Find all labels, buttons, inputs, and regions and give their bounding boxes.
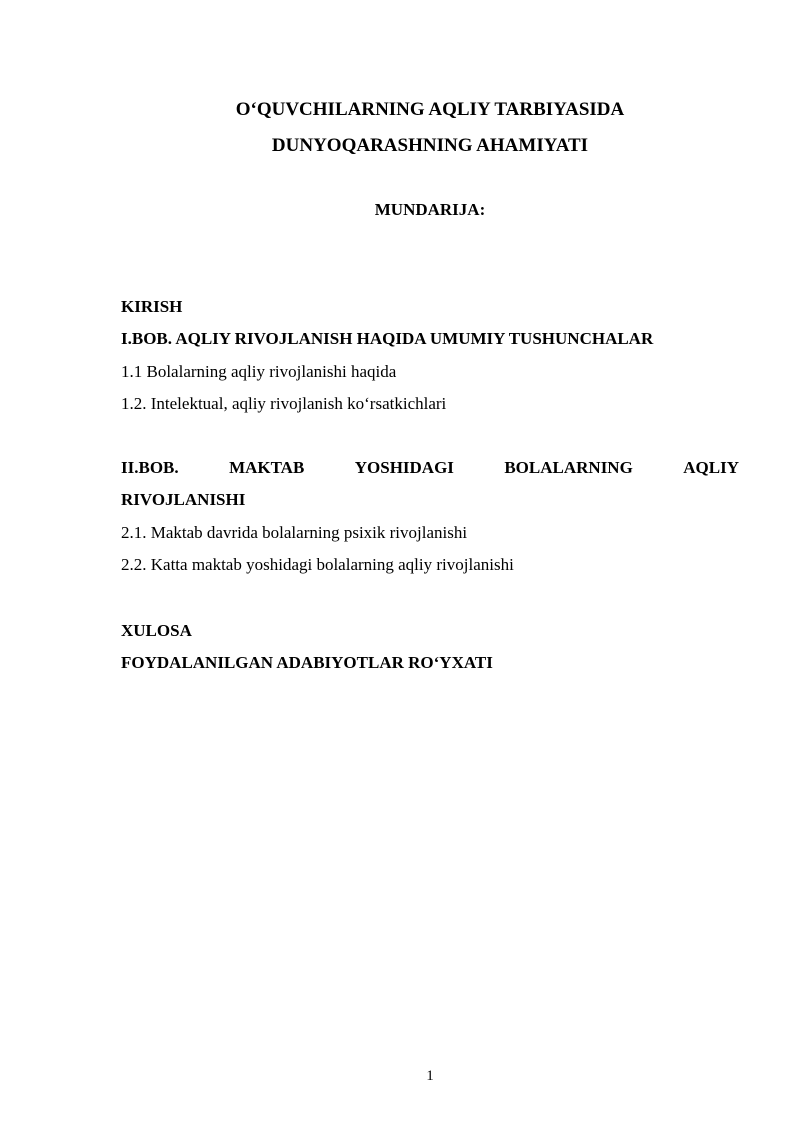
toc-references: FOYDALANILGAN ADABIYOTLAR RO‘YXATI (121, 653, 493, 672)
toc-section-2-1: 2.1. Maktab davrida bolalarning psixik rivojlanishi (121, 523, 468, 542)
toc-chapter-2-word: BOLALARNING (504, 458, 633, 477)
toc-chapter-2-word: MAKTAB (229, 458, 305, 477)
page-number: 1 (426, 1068, 434, 1084)
toc-chapter-2 (121, 457, 739, 479)
toc-conclusion: XULOSA (121, 621, 192, 640)
toc-chapter-1: I.BOB. AQLIY RIVOJLANISH HAQIDA UMUMIY TUSHUNCHALAR (121, 329, 654, 348)
toc-section-2-2: 2.2. Katta maktab yoshidagi bolalarning aqliy rivojlanishi (121, 555, 514, 574)
toc-chapter-2-word: AQLIY (683, 458, 739, 477)
document-title-line-2: DUNYOQARASHNING AHAMIYATI (271, 135, 589, 156)
toc-section-1-1: 1.1 Bolalarning aqliy rivojlanishi haqida (121, 362, 397, 381)
toc-chapter-2-word: YOSHIDAGI (354, 458, 454, 477)
toc-intro: KIRISH (121, 297, 183, 316)
toc-section-1-2: 1.2. Intelektual, aqliy rivojlanish ko‘rsatkichlari (121, 394, 447, 413)
toc-chapter-2-continuation: RIVOJLANISHI (121, 490, 246, 509)
toc-heading: MUNDARIJA: (374, 200, 486, 219)
document-title-line-1: O‘QUVCHILARNING AQLIY TARBIYASIDA (235, 99, 625, 120)
toc-chapter-2-word: II.BOB. (121, 458, 179, 477)
